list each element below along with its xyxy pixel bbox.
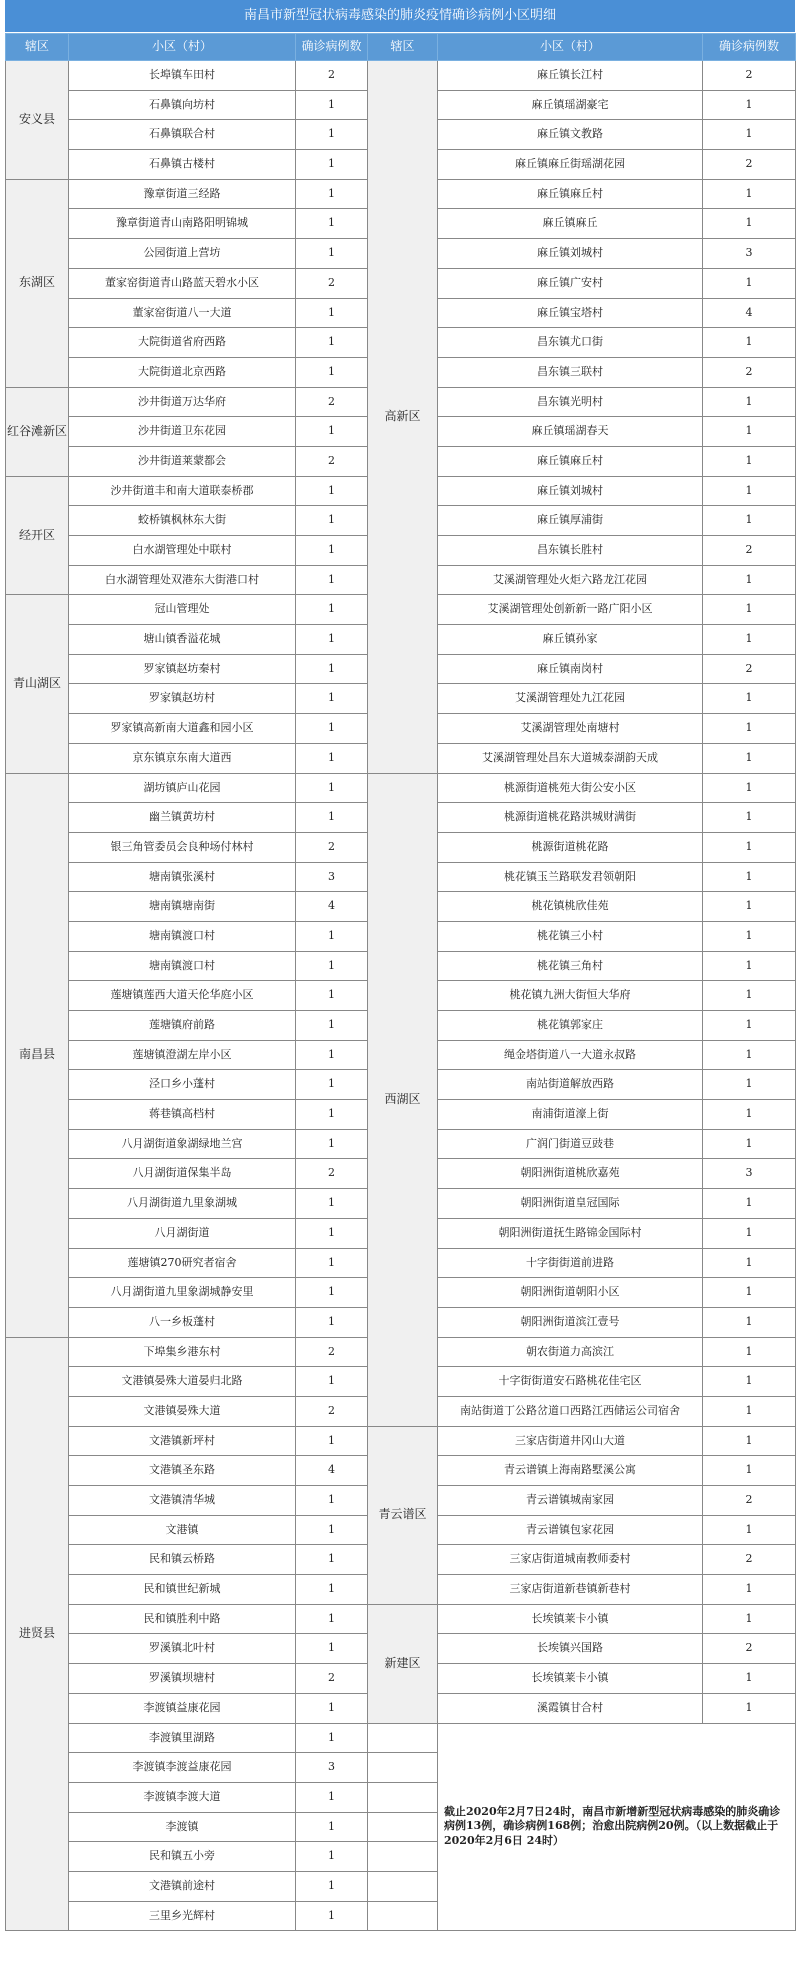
empty-cell (368, 1723, 438, 1753)
community-cell: 麻丘镇刘城村 (438, 239, 703, 269)
community-cell: 十字街街道安石路桃花佳宅区 (438, 1367, 703, 1397)
community-cell: 三家店街道新巷镇新巷村 (438, 1575, 703, 1605)
count-cell: 1 (703, 120, 796, 150)
district-cell: 新建区 (368, 1604, 438, 1723)
community-cell: 文港镇前途村 (69, 1871, 296, 1901)
count-cell: 1 (703, 951, 796, 981)
community-cell: 麻丘镇麻丘街瑶湖花园 (438, 150, 703, 180)
count-cell: 1 (703, 981, 796, 1011)
community-cell: 豫章街道青山南路阳明锦城 (69, 209, 296, 239)
count-cell: 1 (296, 1604, 368, 1634)
district-cell: 经开区 (6, 476, 69, 595)
count-cell: 1 (296, 1842, 368, 1872)
district-cell: 南昌县 (6, 773, 69, 1337)
count-cell: 1 (296, 357, 368, 387)
count-cell: 1 (703, 1248, 796, 1278)
community-cell: 冠山管理处 (69, 595, 296, 625)
count-cell: 1 (296, 803, 368, 833)
count-cell: 1 (703, 565, 796, 595)
community-cell: 朝阳洲街道抚生路锦金国际村 (438, 1218, 703, 1248)
count-cell: 1 (703, 684, 796, 714)
community-cell: 广润门街道豆豉巷 (438, 1129, 703, 1159)
community-cell: 艾溪湖管理处九江花园 (438, 684, 703, 714)
count-cell: 1 (703, 1218, 796, 1248)
community-cell: 罗家镇赵坊村 (69, 684, 296, 714)
community-cell: 三家店街道井冈山大道 (438, 1426, 703, 1456)
district-cell: 青云谱区 (368, 1426, 438, 1604)
community-cell: 罗溪镇坝塘村 (69, 1664, 296, 1694)
community-cell: 麻丘镇厚浦街 (438, 506, 703, 536)
community-cell: 麻丘镇麻丘村 (438, 446, 703, 476)
count-cell: 1 (703, 595, 796, 625)
count-cell: 1 (296, 1189, 368, 1219)
count-cell: 1 (703, 506, 796, 536)
count-cell: 1 (296, 239, 368, 269)
count-cell: 1 (703, 268, 796, 298)
community-cell: 董家窑街道八一大道 (69, 298, 296, 328)
district-cell: 青山湖区 (6, 595, 69, 773)
count-cell: 1 (703, 476, 796, 506)
community-cell: 文港镇清华城 (69, 1486, 296, 1516)
community-cell: 文港镇圣东路 (69, 1456, 296, 1486)
count-cell: 1 (296, 1693, 368, 1723)
community-cell: 麻丘镇孙家 (438, 625, 703, 655)
community-cell: 李渡镇李渡大道 (69, 1782, 296, 1812)
community-cell: 文港镇晏殊大道晏归北路 (69, 1367, 296, 1397)
count-cell: 1 (703, 90, 796, 120)
count-cell: 1 (703, 1693, 796, 1723)
district-cell: 进贤县 (6, 1337, 69, 1931)
count-cell: 1 (296, 150, 368, 180)
community-cell: 南站街道解放西路 (438, 1070, 703, 1100)
community-cell: 桃花镇郭家庄 (438, 1011, 703, 1041)
community-cell: 麻丘镇宝塔村 (438, 298, 703, 328)
community-cell: 银三角管委员会良种场付林村 (69, 832, 296, 862)
community-cell: 塘山镇香溢花城 (69, 625, 296, 655)
community-cell: 麻丘镇南岗村 (438, 654, 703, 684)
count-cell: 2 (296, 61, 368, 91)
count-cell: 1 (703, 1100, 796, 1130)
community-cell: 八一乡板蓬村 (69, 1307, 296, 1337)
count-cell: 1 (296, 1723, 368, 1753)
community-cell: 罗溪镇北叶村 (69, 1634, 296, 1664)
community-cell: 桃花镇玉兰路联发君领朝阳 (438, 862, 703, 892)
count-cell: 1 (296, 595, 368, 625)
community-cell: 沙井街道万达华府 (69, 387, 296, 417)
header-district: 辖区 (6, 34, 69, 61)
community-cell: 八月湖街道保集半岛 (69, 1159, 296, 1189)
table-row (6, 1723, 796, 1753)
count-cell: 1 (703, 625, 796, 655)
count-cell: 1 (703, 1426, 796, 1456)
district-cell: 高新区 (368, 61, 438, 774)
district-cell: 红谷滩新区 (6, 387, 69, 476)
community-cell: 八月湖街道九里象湖城 (69, 1189, 296, 1219)
count-cell: 1 (703, 1307, 796, 1337)
count-cell: 2 (703, 61, 796, 91)
community-cell: 石鼻镇向坊村 (69, 90, 296, 120)
count-cell: 1 (296, 1812, 368, 1842)
count-cell: 1 (296, 506, 368, 536)
district-cell: 东湖区 (6, 179, 69, 387)
community-cell: 桃源街道桃花路洪城财满街 (438, 803, 703, 833)
community-cell: 塘南镇张溪村 (69, 862, 296, 892)
community-cell: 绳金塔街道八一大道永叔路 (438, 1040, 703, 1070)
count-cell: 1 (296, 476, 368, 506)
community-cell: 麻丘镇刘城村 (438, 476, 703, 506)
community-cell: 民和镇世纪新城 (69, 1575, 296, 1605)
count-cell: 1 (296, 773, 368, 803)
community-cell: 民和镇胜利中路 (69, 1604, 296, 1634)
count-cell: 1 (703, 1129, 796, 1159)
empty-cell (368, 1782, 438, 1812)
community-cell: 李渡镇李渡益康花园 (69, 1753, 296, 1783)
community-cell: 艾溪湖管理处创新新一路广阳小区 (438, 595, 703, 625)
count-cell: 1 (703, 1011, 796, 1041)
count-cell: 1 (296, 298, 368, 328)
count-cell: 3 (296, 1753, 368, 1783)
community-cell: 青云谱镇城南家园 (438, 1486, 703, 1516)
community-cell: 艾溪湖管理处昌东大道城泰湖韵天成 (438, 743, 703, 773)
count-cell: 1 (703, 328, 796, 358)
community-cell: 八月湖街道九里象湖城静安里 (69, 1278, 296, 1308)
count-cell: 1 (296, 981, 368, 1011)
community-cell: 桃源街道桃苑大街公安小区 (438, 773, 703, 803)
count-cell: 1 (296, 1782, 368, 1812)
header-community: 小区（村） (69, 34, 296, 61)
community-cell: 麻丘镇广安村 (438, 268, 703, 298)
community-cell: 公园街道上营坊 (69, 239, 296, 269)
community-cell: 白水湖管理处中联村 (69, 536, 296, 566)
community-cell: 麻丘镇瑶湖春天 (438, 417, 703, 447)
count-cell: 1 (296, 1040, 368, 1070)
count-cell: 1 (296, 714, 368, 744)
community-cell: 长埃镇莱卡小镇 (438, 1664, 703, 1694)
header-count: 确诊病例数 (296, 34, 368, 61)
community-cell: 朝阳洲街道滨江壹号 (438, 1307, 703, 1337)
count-cell: 1 (703, 832, 796, 862)
community-cell: 罗家镇赵坊秦村 (69, 654, 296, 684)
community-cell: 三里乡光辉村 (69, 1901, 296, 1931)
community-cell: 麻丘镇瑶湖豪宅 (438, 90, 703, 120)
community-cell: 塘南镇渡口村 (69, 921, 296, 951)
count-cell: 1 (703, 1575, 796, 1605)
community-cell: 莲塘镇270研究者宿舍 (69, 1248, 296, 1278)
community-cell: 文港镇晏殊大道 (69, 1396, 296, 1426)
header-community: 小区（村） (438, 34, 703, 61)
community-cell: 民和镇云桥路 (69, 1545, 296, 1575)
community-cell: 李渡镇 (69, 1812, 296, 1842)
community-cell: 石鼻镇古楼村 (69, 150, 296, 180)
count-cell: 1 (296, 90, 368, 120)
count-cell: 1 (296, 1248, 368, 1278)
community-cell: 艾溪湖管理处南塘村 (438, 714, 703, 744)
empty-cell (368, 1812, 438, 1842)
community-cell: 南站街道丁公路岔道口西路江西储运公司宿舍 (438, 1396, 703, 1426)
community-cell: 沙井街道卫东花园 (69, 417, 296, 447)
count-cell: 1 (703, 1367, 796, 1397)
count-cell: 1 (703, 1337, 796, 1367)
community-cell: 塘南镇塘南街 (69, 892, 296, 922)
count-cell: 2 (703, 1486, 796, 1516)
count-cell: 1 (703, 862, 796, 892)
count-cell: 1 (296, 179, 368, 209)
community-cell: 民和镇五小旁 (69, 1842, 296, 1872)
community-cell: 石鼻镇联合村 (69, 120, 296, 150)
count-cell: 3 (703, 239, 796, 269)
count-cell: 1 (296, 1486, 368, 1516)
community-cell: 八月湖街道象湖绿地兰宫 (69, 1129, 296, 1159)
count-cell: 2 (296, 268, 368, 298)
count-cell: 1 (703, 892, 796, 922)
count-cell: 4 (296, 892, 368, 922)
header-count: 确诊病例数 (703, 34, 796, 61)
count-cell: 2 (703, 150, 796, 180)
community-cell: 八月湖街道 (69, 1218, 296, 1248)
community-cell: 长埠镇车田村 (69, 61, 296, 91)
community-cell: 三家店街道城南教师委村 (438, 1545, 703, 1575)
count-cell: 2 (296, 387, 368, 417)
community-cell: 朝农街道力高滨江 (438, 1337, 703, 1367)
community-cell: 麻丘镇文教路 (438, 120, 703, 150)
community-cell: 沙井街道丰和南大道联泰桥郡 (69, 476, 296, 506)
count-cell: 1 (296, 1218, 368, 1248)
community-cell: 溪霞镇甘合村 (438, 1693, 703, 1723)
count-cell: 2 (703, 357, 796, 387)
district-cell: 西湖区 (368, 773, 438, 1426)
community-cell: 李渡镇里湖路 (69, 1723, 296, 1753)
count-cell: 1 (703, 803, 796, 833)
community-cell: 朝阳洲街道皇冠国际 (438, 1189, 703, 1219)
count-cell: 1 (296, 1011, 368, 1041)
count-cell: 1 (296, 1901, 368, 1931)
cases-table (5, 33, 796, 1931)
community-cell: 青云谱镇上海南路墅溪公寓 (438, 1456, 703, 1486)
community-cell: 塘南镇渡口村 (69, 951, 296, 981)
community-cell: 京东镇京东南大道西 (69, 743, 296, 773)
count-cell: 1 (296, 951, 368, 981)
count-cell: 2 (296, 1337, 368, 1367)
count-cell: 2 (703, 1634, 796, 1664)
community-cell: 长埃镇莱卡小镇 (438, 1604, 703, 1634)
count-cell: 1 (296, 209, 368, 239)
count-cell: 2 (703, 1545, 796, 1575)
count-cell: 1 (703, 1456, 796, 1486)
community-cell: 桃花镇桃欣佳苑 (438, 892, 703, 922)
count-cell: 1 (296, 1100, 368, 1130)
count-cell: 1 (296, 1367, 368, 1397)
table-title: 南昌市新型冠状病毒感染的肺炎疫情确诊病例小区明细 (5, 0, 795, 33)
community-cell: 湖坊镇庐山花园 (69, 773, 296, 803)
count-cell: 1 (296, 625, 368, 655)
header-row (6, 34, 796, 61)
community-cell: 桃花镇三小村 (438, 921, 703, 951)
community-cell: 莲塘镇府前路 (69, 1011, 296, 1041)
table-body (6, 61, 796, 1931)
count-cell: 1 (703, 1604, 796, 1634)
count-cell: 1 (296, 565, 368, 595)
count-cell: 2 (703, 654, 796, 684)
table-row (6, 1426, 796, 1456)
count-cell: 3 (703, 1159, 796, 1189)
count-cell: 2 (703, 536, 796, 566)
count-cell: 4 (296, 1456, 368, 1486)
count-cell: 1 (296, 684, 368, 714)
count-cell: 1 (703, 1515, 796, 1545)
count-cell: 1 (296, 417, 368, 447)
empty-cell (368, 1753, 438, 1783)
count-cell: 1 (296, 536, 368, 566)
count-cell: 1 (703, 921, 796, 951)
count-cell: 1 (703, 1070, 796, 1100)
community-cell: 昌东镇长胜村 (438, 536, 703, 566)
count-cell: 1 (703, 209, 796, 239)
community-cell: 桃源街道桃花路 (438, 832, 703, 862)
count-cell: 1 (296, 1426, 368, 1456)
community-cell: 蒋巷镇高档村 (69, 1100, 296, 1130)
community-cell: 李渡镇益康花园 (69, 1693, 296, 1723)
community-cell: 大院街道北京西路 (69, 357, 296, 387)
community-cell: 昌东镇三联村 (438, 357, 703, 387)
count-cell: 1 (703, 773, 796, 803)
empty-cell (368, 1901, 438, 1931)
community-cell: 麻丘镇长江村 (438, 61, 703, 91)
community-cell: 麻丘镇麻丘 (438, 209, 703, 239)
community-cell: 桃花镇九洲大街恒大华府 (438, 981, 703, 1011)
count-cell: 1 (703, 446, 796, 476)
empty-cell (368, 1842, 438, 1872)
table-row (6, 773, 796, 803)
community-cell: 泾口乡小蓬村 (69, 1070, 296, 1100)
count-cell: 1 (703, 387, 796, 417)
community-cell: 艾溪湖管理处火炬六路龙江花园 (438, 565, 703, 595)
community-cell: 沙井街道莱蒙都会 (69, 446, 296, 476)
count-cell: 1 (296, 1278, 368, 1308)
community-cell: 昌东镇光明村 (438, 387, 703, 417)
count-cell: 1 (296, 654, 368, 684)
count-cell: 1 (703, 179, 796, 209)
community-cell: 豫章街道三经路 (69, 179, 296, 209)
community-cell: 长埃镇兴国路 (438, 1634, 703, 1664)
community-cell: 莲塘镇澄湖左岸小区 (69, 1040, 296, 1070)
count-cell: 3 (296, 862, 368, 892)
table-row (6, 61, 796, 91)
count-cell: 1 (703, 417, 796, 447)
count-cell: 1 (296, 120, 368, 150)
community-cell: 麻丘镇麻丘村 (438, 179, 703, 209)
count-cell: 1 (296, 1129, 368, 1159)
count-cell: 2 (296, 1159, 368, 1189)
community-cell: 莲塘镇莲西大道天伦华庭小区 (69, 981, 296, 1011)
count-cell: 1 (296, 921, 368, 951)
community-cell: 昌东镇尤口街 (438, 328, 703, 358)
community-cell: 罗家镇高新南大道鑫和园小区 (69, 714, 296, 744)
empty-cell (368, 1871, 438, 1901)
note-text: 截止2020年2月7日24时，南昌市新增新型冠状病毒感染的肺炎确诊病例13例，确诊病例168例；治愈出院病例20例。（以上数据截止于2020年2月6日 24时） (438, 1723, 796, 1931)
count-cell: 1 (296, 1575, 368, 1605)
community-cell: 下埠集乡港东村 (69, 1337, 296, 1367)
count-cell: 1 (703, 1040, 796, 1070)
community-cell: 白水湖管理处双港东大街港口村 (69, 565, 296, 595)
count-cell: 1 (703, 1664, 796, 1694)
header-district: 辖区 (368, 34, 438, 61)
count-cell: 2 (296, 1664, 368, 1694)
community-cell: 文港镇 (69, 1515, 296, 1545)
community-cell: 桃花镇三角村 (438, 951, 703, 981)
count-cell: 2 (296, 446, 368, 476)
count-cell: 2 (296, 832, 368, 862)
count-cell: 1 (296, 1307, 368, 1337)
community-cell: 朝阳洲街道桃欣嘉苑 (438, 1159, 703, 1189)
count-cell: 4 (703, 298, 796, 328)
community-cell: 文港镇新坪村 (69, 1426, 296, 1456)
community-cell: 大院街道省府西路 (69, 328, 296, 358)
count-cell: 1 (703, 714, 796, 744)
count-cell: 1 (296, 1070, 368, 1100)
community-cell: 蛟桥镇枫林东大街 (69, 506, 296, 536)
count-cell: 1 (296, 1545, 368, 1575)
community-cell: 董家窑街道青山路蓝天碧水小区 (69, 268, 296, 298)
community-cell: 南浦街道濠上街 (438, 1100, 703, 1130)
count-cell: 1 (296, 1634, 368, 1664)
count-cell: 1 (703, 1278, 796, 1308)
count-cell: 1 (296, 328, 368, 358)
count-cell: 1 (703, 1189, 796, 1219)
count-cell: 1 (296, 743, 368, 773)
count-cell: 2 (296, 1396, 368, 1426)
community-cell: 青云谱镇包家花园 (438, 1515, 703, 1545)
community-cell: 朝阳洲街道朝阳小区 (438, 1278, 703, 1308)
count-cell: 1 (296, 1515, 368, 1545)
count-cell: 1 (703, 743, 796, 773)
count-cell: 1 (703, 1396, 796, 1426)
document (5, 0, 795, 1931)
table-row (6, 1604, 796, 1634)
count-cell: 1 (296, 1871, 368, 1901)
community-cell: 十字街街道前进路 (438, 1248, 703, 1278)
community-cell: 幽兰镇黄坊村 (69, 803, 296, 833)
district-cell: 安义县 (6, 61, 69, 180)
